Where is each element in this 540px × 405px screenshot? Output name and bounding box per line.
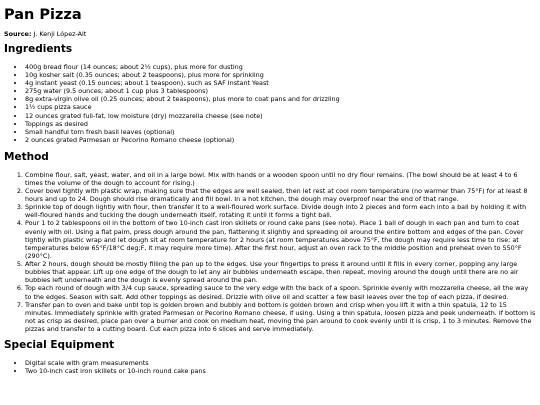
method-step: 7. Transfer pan to oven and bake until top is golden brown and bubbly and bottom is golden brown and crisp when you lift it with a thin spatula, 12 to 15 minutes. Immediately sprinkle with grated Parmesan or Pecorino Romano cheese, if using. Using a thin spatula, loosen pizza and peek underneath. If bottom is not as crisp as desired, place pan over a burner and cook on medium heat, moving the pan around to cook evenly until it is crisp, 1 to 3 minutes. Remove the pizzas and transfer to a cutting board. Cut each pizza into 6 slices and serve immediately. xyxy=(25,301,536,334)
source-author: J. Kenji López-Alt xyxy=(31,29,87,38)
ingredient-item: • 12 ounces grated full-fat, low moisture (dry) mozzarella cheese (see note) xyxy=(25,112,536,120)
ingredient-item: • 8g extra-virgin olive oil (0.25 ounces; about 2 teaspoons), plus more to coat pans and for drizzling xyxy=(25,95,536,103)
method-steps-list xyxy=(4,171,536,334)
recipe-source xyxy=(4,30,536,38)
equipment-item: • Digital scale with gram measurements xyxy=(25,359,536,367)
method-step: 4. Pour 1 to 2 tablespoons oil in the bottom of two 10-inch cast iron skillets or round cake pans (see note). Place 1 ball of dough in each pan and turn to coat evenly with oil. Using a flat palm, press dough around the pan, flattening it slightly and spreading oil around the entire bottom and edges of the pan. Cover tightly with plastic wrap and let dough sit at room temperature for 2 hours (at room temperatures above 75°F, the dough may require less time to rise; at temperatures below 65°F/18°C deg;F, it may require more time). After the first hour, adjust an oven rack to the middle position and preheat oven to 550°F (290°C). xyxy=(25,219,536,260)
source-label: Source: xyxy=(4,29,32,38)
ingredient-item: • Toppings as desired xyxy=(25,120,536,128)
method-step: 2. Cover bowl tightly with plastic wrap, making sure that the edges are well sealed, then let rest at cool room temperature (no warmer than 75°F) for at least 8 hours and up to 24. Dough should rise dramatically and fill bowl. In a hot kitchen, the dough may overproof near the end of that range. xyxy=(25,187,536,203)
method-step: 6. Top each round of dough with 3/4 cup sauce, spreading sauce to the very edge with the back of a spoon. Sprinkle evenly with mozzarella cheese, all the way to the edges. Season with salt. Add other toppings as desired. Drizzle with olive oil and scatter a few basil leaves over the top of each pizza, if desired. xyxy=(25,284,536,300)
ingredient-item: • 4g instant yeast (0.15 ounces; about 1 teaspoon), such as SAF Instant Yeast xyxy=(25,79,536,87)
equipment-list xyxy=(4,359,536,375)
method-step: 3. Sprinkle top of dough lightly with flour, then transfer it to a well-floured work surface. Divide dough into 2 pieces and form each into a ball by holding it with well-floured hands and tucking the dough underneath itself, rotating it until it forms a tight ball. xyxy=(25,203,536,219)
recipe-title: Pan Pizza xyxy=(4,7,82,23)
method-heading: Method xyxy=(4,151,49,164)
ingredients-heading: Ingredients xyxy=(4,43,73,56)
ingredient-item: • 2 ounces grated Parmesan or Pecorino Romano cheese (optional) xyxy=(25,136,536,144)
equipment-item: • Two 10-inch cast iron skillets or 10-inch round cake pans xyxy=(25,367,536,375)
method-step: 5. After 2 hours, dough should be mostly filling the pan up to the edges. Use your fingertips to press it around until it fills in every corner, popping any large bubbles that appear. Lift up one edge of the dough to let any air bubbles underneath escape, then repeat, moving around the dough until there are no air bubbles left underneath and the dough is evenly spread around the pan. xyxy=(25,260,536,284)
ingredients-list xyxy=(4,63,536,144)
ingredient-item: • 1½ cups pizza sauce xyxy=(25,103,536,111)
method-step: 1. Combine flour, salt, yeast, water, and oil in a large bowl. Mix with hands or a wooden spoon until no dry flour remains. (The bowl should be at least 4 to 6 times the volume of the dough to account for rising.) xyxy=(25,171,536,187)
ingredient-item: • 10g kosher salt (0.35 ounces; about 2 teaspoons), plus more for sprinkling xyxy=(25,71,536,79)
ingredient-item: • Small handful torn fresh basil leaves (optional) xyxy=(25,128,536,136)
equipment-heading: Special Equipment xyxy=(4,339,115,352)
ingredient-item: • 275g water (9.5 ounces; about 1 cup plus 3 tablespoons) xyxy=(25,87,536,95)
ingredient-item: • 400g bread flour (14 ounces; about 2½ cups), plus more for dusting xyxy=(25,63,536,71)
